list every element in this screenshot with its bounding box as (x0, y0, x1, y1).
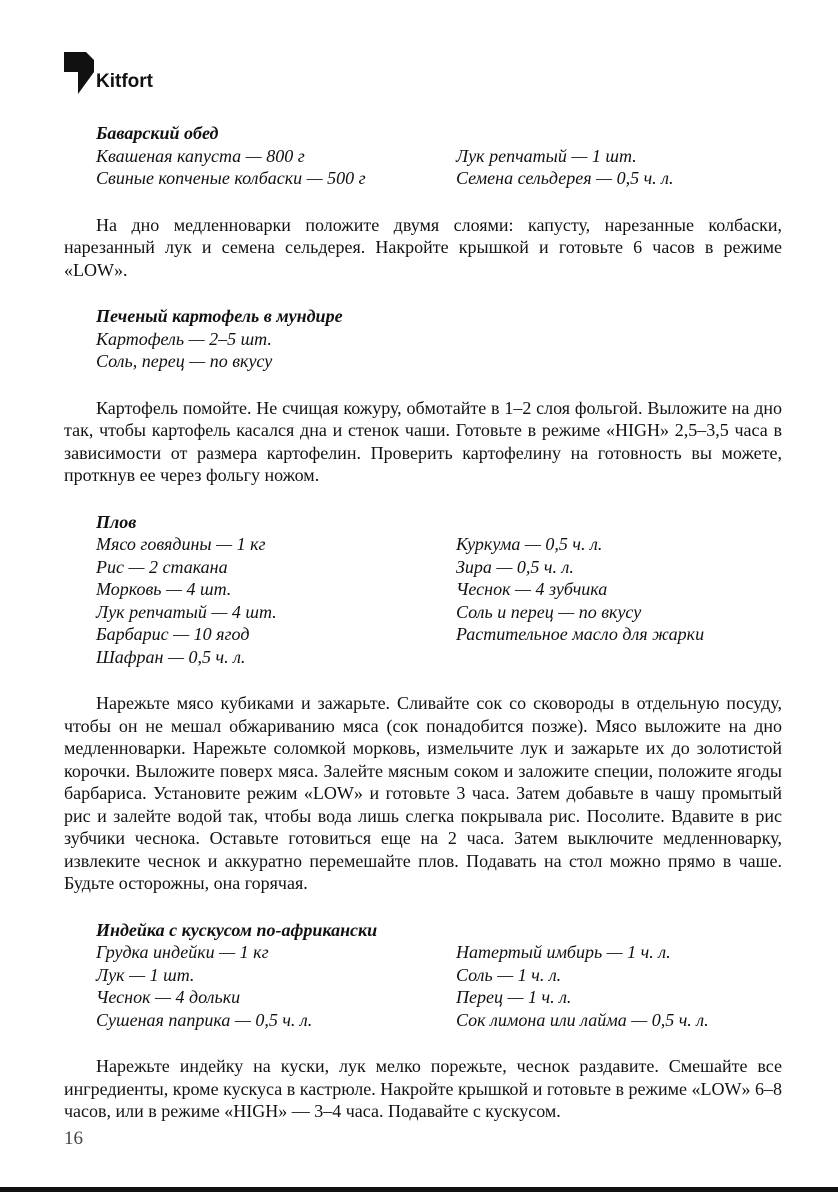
ingredient: Соль и перец — по вкусу (456, 601, 642, 622)
ingredient: Лук — 1 шт. (96, 964, 195, 985)
ingredient: Шафран — 0,5 ч. л. (96, 646, 246, 667)
ingredient: Морковь — 4 шт. (96, 579, 232, 599)
recipe-pilaf (64, 511, 782, 895)
bottom-rule (0, 1187, 838, 1192)
ingredient: Зира — 0,5 ч. л. (456, 556, 574, 577)
ingredient: Барбарис — 10 ягод (96, 624, 250, 644)
recipe-instructions: Нарежьте мясо кубиками и зажарьте. Сливайте сок со сковороды в отдельную посуду, чтобы он не мешал обжариванию мяса (сок понадобится позже). Мясо выложите на дно медленноварки. Нарежьте соломкой морковь, измельчите лук и зажарьте их до золотистой корочки. Выложите поверх мяса. Залейте мясным соком и заложите специи, положите ягоды барбариса. Установите режим «LOW» и готовьте 3 часа. Затем добавьте в чашу промытый рис и залейте водой так, чтобы вода лишь слегка покрывала рис. Посолите. Вдавите в рис зубчики чеснока. Оставьте готовиться еще на 2 часа. Затем выключите медленноварку, извлеките чеснок и аккуратно перемешайте плов. Подавать на стол можно прямо в чаше. Будьте осторожны, она горячая. (64, 693, 782, 893)
ingredient: Чеснок — 4 дольки (96, 987, 241, 1007)
kitfort-logo-icon (64, 52, 94, 94)
ingredient: Натертый имбирь — 1 ч. л. (456, 942, 671, 962)
recipe-title: Плов (96, 511, 137, 532)
page-number: 16 (64, 1128, 83, 1149)
recipe-turkey-couscous (64, 919, 782, 1123)
ingredient: Семена сельдерея — 0,5 ч. л. (456, 168, 674, 188)
ingredient-empty (424, 646, 782, 669)
ingredient: Мясо говядины — 1 кг (96, 534, 266, 554)
ingredient: Лук репчатый — 4 шт. (96, 601, 277, 622)
recipe-title: Печеный картофель в мундире (96, 306, 343, 326)
ingredients-list (64, 328, 782, 373)
ingredient: Рис — 2 стакана (96, 556, 228, 577)
ingredient: Картофель — 2–5 шт. (96, 328, 272, 349)
ingredients-list (64, 145, 782, 190)
ingredient: Свиные копченые колбаски — 500 г (96, 168, 366, 188)
ingredient: Растительное масло для жарки (456, 624, 705, 644)
recipe-instructions: Картофель помойте. Не счищая кожуру, обмотайте в 1–2 слоя фольгой. Выложите на дно так, чтобы картофель касался дна и стенок чаши. Готовьте в режиме «HIGH» 2,5–3,5 часа в зависимости от размера картофелин. Проверить картофелину на готовность вы можете, проткнув ее через фольгу ножом. (64, 397, 782, 485)
brand-name: Kitfort (96, 71, 153, 92)
ingredient: Лук репчатый — 1 шт. (456, 145, 637, 166)
recipe-title: Индейка с кускусом по-африкански (96, 919, 378, 940)
brand-logo (64, 52, 153, 94)
recipe-bavarian-lunch (64, 122, 782, 281)
recipe-instructions: Нарежьте индейку на куски, лук мелко порежьте, чеснок раздавите. Смешайте все ингредиенты, кроме кускуса в кастрюле. Накройте крышкой и готовьте в режиме «LOW» 6–8 часов, или в режиме «HIGH» — 3–4 часа. Подавайте с кускусом. (64, 1056, 782, 1121)
ingredient: Чеснок — 4 зубчика (456, 579, 608, 599)
recipe-baked-potato (64, 305, 782, 487)
recipes-content (64, 122, 782, 1147)
ingredients-list (64, 941, 782, 1031)
ingredient: Сок лимона или лайма — 0,5 ч. л. (456, 1009, 709, 1030)
ingredient: Куркума — 0,5 ч. л. (456, 534, 603, 554)
ingredient: Перец — 1 ч. л. (456, 987, 572, 1007)
recipe-title: Баварский обед (96, 123, 219, 143)
ingredient: Соль, перец — по вкусу (96, 351, 273, 371)
ingredient: Грудка индейки — 1 кг (96, 942, 269, 962)
ingredient: Квашеная капуста — 800 г (96, 145, 305, 166)
ingredient: Сушеная паприка — 0,5 ч. л. (96, 1009, 313, 1030)
ingredient: Соль — 1 ч. л. (456, 964, 562, 985)
ingredients-list (64, 533, 782, 668)
recipe-instructions: На дно медленноварки положите двумя слоями: капусту, нарезанные колбаски, нарезанный лук и семена сельдерея. Накройте крышкой и готовьте 6 часов в режиме «LOW». (64, 214, 782, 280)
